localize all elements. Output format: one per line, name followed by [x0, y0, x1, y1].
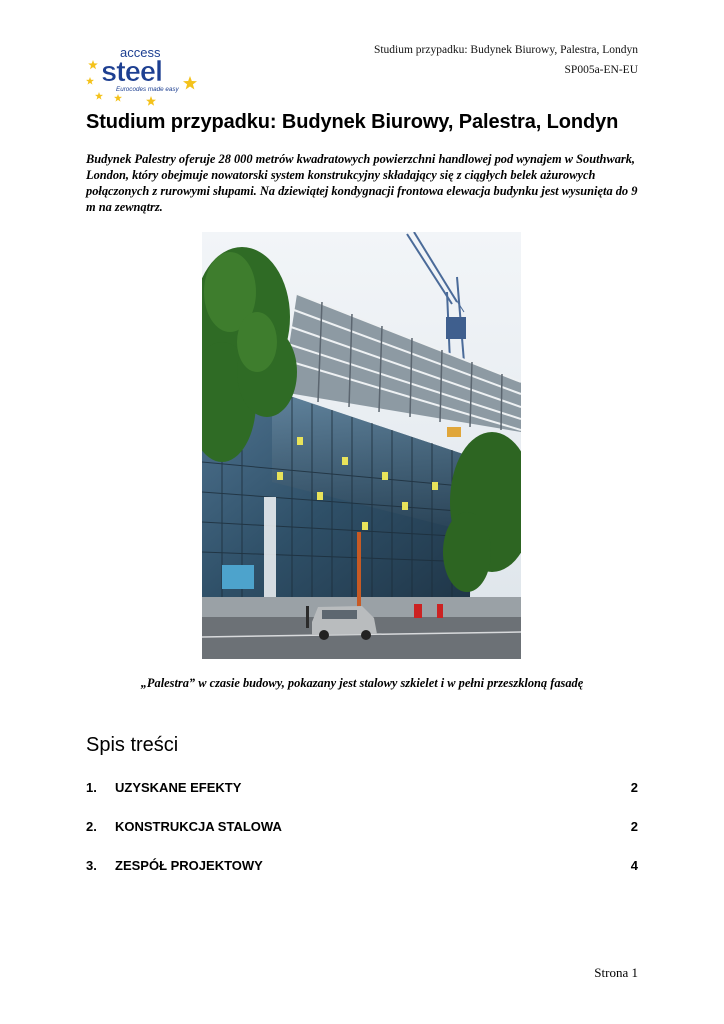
toc-entry-number: 1.: [86, 780, 97, 795]
toc-entry-number: 3.: [86, 858, 97, 873]
photo-caption: „Palestra” w czasie budowy, pokazany jest stalowy szkielet i w pełni przeszkloną fasadę: [140, 676, 584, 690]
toc-entry-label: UZYSKANE EFEKTY: [115, 780, 242, 795]
building-photo-image: [202, 232, 521, 659]
page-title: Studium przypadku: Budynek Biurowy, Palestra, Londyn: [86, 111, 619, 133]
toc-heading: Spis treści: [86, 734, 179, 756]
toc-entry-page: 4: [630, 858, 638, 873]
logo-graphic: [86, 44, 206, 108]
toc-entry-label: ZESPÓŁ PROJEKTOWY: [115, 858, 263, 873]
page-number: Strona 1: [594, 965, 638, 980]
lead-paragraph: Budynek Palestry oferuje 28 000 metrów kwadratowych powierzchni handlowej pod wynajem w Southwark, London, który obejmuje nowatorski system konstrukcyjny składający się z ciągłych belek ażurowych połączonych z rurowymi słupami. Na dziewiątej kondygnacji frontowa elewacja budynku jest wysunięta do 9 m na zewnątrz.: [86, 152, 638, 214]
logo-top-text: access: [120, 45, 161, 60]
toc-entry-3[interactable]: [86, 858, 638, 876]
building-photo: [202, 232, 521, 659]
toc-entry-label: KONSTRUKCJA STALOWA: [115, 819, 282, 834]
header-document-title: Studium przypadku: Budynek Biurowy, Palestra, Londyn: [373, 44, 638, 56]
logo-main-text: steel: [101, 56, 163, 88]
toc-entry-2[interactable]: [86, 819, 638, 837]
toc-entry-page: 2: [630, 780, 638, 795]
header-document-code: SP005a-EN-EU: [564, 64, 638, 76]
logo-tagline: Eurocodes made easy: [116, 86, 179, 93]
toc-entry-page: 2: [630, 819, 638, 834]
toc-entry-1[interactable]: [86, 780, 638, 798]
page-header: [374, 40, 638, 80]
toc-entry-number: 2.: [86, 819, 97, 834]
access-steel-logo: [86, 44, 206, 108]
